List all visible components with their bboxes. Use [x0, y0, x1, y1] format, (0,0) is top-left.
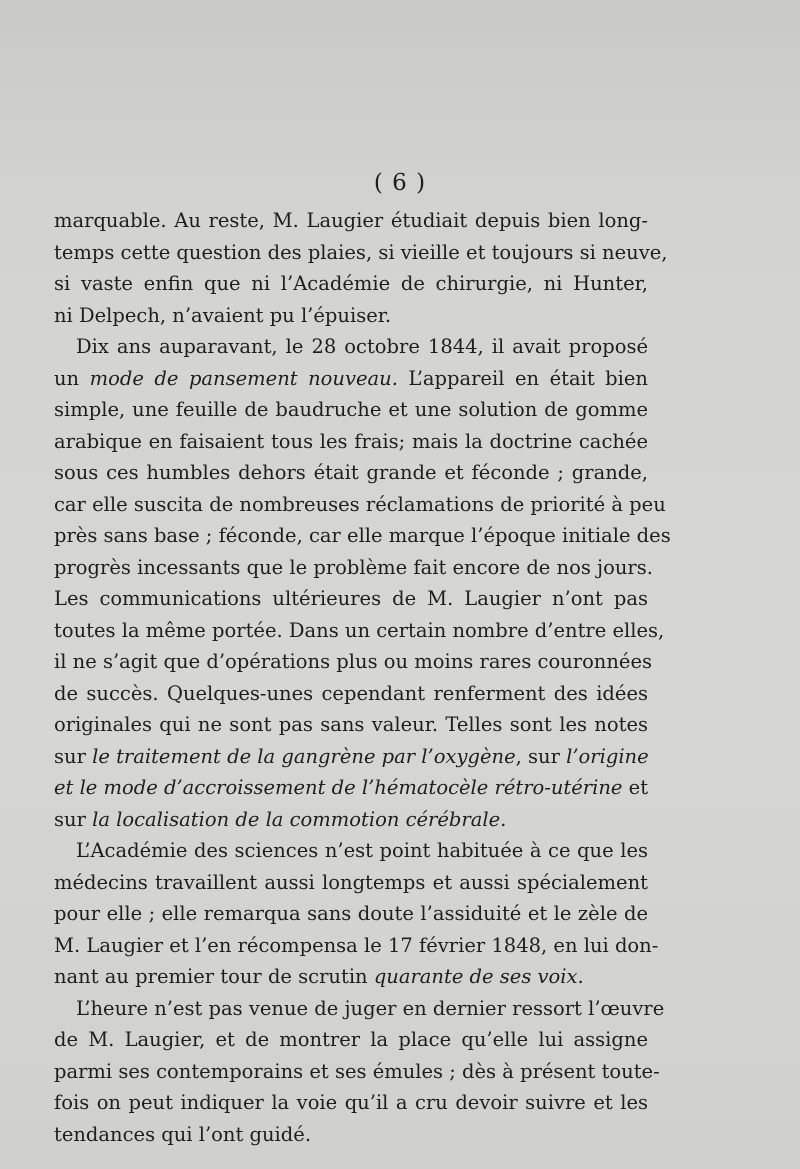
text-line — [54, 583, 648, 615]
italic-text: le traitement de la gangrène par l’oxygène — [92, 744, 516, 768]
text-segment: de M. Laugier, et de montrer la place qu’elle lui assigne — [54, 1028, 648, 1051]
text-segment: L’appareil en était bien — [397, 366, 648, 390]
text-segment: et — [622, 776, 649, 799]
text-segment: originales qui ne sont pas sans valeur. Telles sont les notes — [54, 713, 648, 736]
text-segment: médecins travaillent aussi longtemps et aussi spécialement — [54, 870, 648, 894]
text-line — [54, 615, 665, 647]
text-line — [54, 268, 648, 300]
text-line — [54, 709, 648, 741]
text-segment: près sans base ; féconde, car elle marque l’époque initiale des — [54, 524, 671, 547]
text-segment: Les communications ultérieures de M. Laugier n’ont pas — [54, 587, 648, 610]
text-segment: marquable. Au reste, M. Laugier étudiait depuis bien long- — [54, 209, 648, 232]
text-line — [54, 741, 648, 773]
text-segment: ni Delpech, n’avaient pu l’épuiser. — [54, 303, 392, 327]
text-line — [54, 930, 659, 962]
text-line — [54, 489, 666, 521]
italic-text: et le mode d’accroissement de l’hématocèle rétro-utérine — [54, 776, 623, 799]
text-line — [54, 363, 648, 395]
page-number: ( 6 ) — [373, 170, 427, 196]
italic-text: l’origine — [566, 744, 649, 768]
text-segment: pour elle ; elle remarqua sans doute l’assiduité et le zèle de — [54, 902, 648, 925]
italic-text: mode de pansement nouveau. — [89, 366, 398, 390]
text-segment: tendances qui l’ont guidé. — [54, 1122, 312, 1146]
text-segment: , sur — [515, 744, 567, 768]
text-line — [54, 678, 648, 710]
text-line — [54, 1056, 660, 1088]
text-line — [54, 394, 648, 426]
text-segment: si vaste enfin que ni l’Académie de chirurgie, ni Hunter, — [54, 272, 648, 295]
text-line — [54, 772, 648, 804]
text-line — [54, 993, 665, 1025]
text-segment: toutes la même portée. Dans un certain nombre d’entre elles, — [54, 618, 665, 642]
text-segment: fois on peut indiquer la voie qu’il a cru devoir suivre et les — [54, 1091, 648, 1114]
text-segment: L’Académie des sciences n’est point habituée à ce que les — [76, 839, 648, 862]
text-segment: un — [54, 366, 90, 390]
text-line — [54, 835, 648, 867]
text-segment: arabique en faisaient tous les frais; mais la doctrine cachée — [54, 429, 648, 453]
text-line — [54, 520, 671, 552]
text-line — [54, 205, 648, 237]
text-segment: sous ces humbles dehors était grande et féconde ; grande, — [54, 461, 648, 484]
text-segment: temps cette question des plaies, si vieille et toujours si neuve, — [54, 240, 668, 264]
text-segment: il ne s’agit que d’opérations plus ou moins rares couronnées — [54, 650, 653, 673]
text-line — [54, 457, 648, 489]
body-text — [54, 205, 671, 1150]
text-segment: car elle suscita de nombreuses réclamations de priorité à peu — [54, 492, 666, 516]
text-segment: nant au premier tour de scrutin — [54, 965, 374, 988]
text-segment: Dix ans auparavant, le 28 octobre 1844, il avait proposé — [76, 335, 648, 358]
text-segment: progrès incessants que le problème fait encore de nos jours. — [54, 555, 653, 579]
text-line — [54, 237, 668, 269]
text-line — [54, 867, 648, 899]
text-line — [54, 961, 648, 993]
text-line — [54, 331, 648, 363]
text-line — [54, 898, 648, 930]
italic-text: quarante de ses voix. — [373, 965, 584, 988]
text-line — [54, 1024, 648, 1056]
text-segment: sur — [54, 744, 93, 768]
text-line — [54, 300, 648, 332]
text-line — [54, 1119, 648, 1151]
text-segment: parmi ses contemporains et ses émules ; dès à présent toute- — [54, 1059, 660, 1083]
text-segment: L’heure n’est pas venue de juger en dernier ressort l’œuvre — [76, 996, 665, 1020]
text-line — [54, 1087, 648, 1119]
text-segment: de succès. Quelques-unes cependant renferment des idées — [54, 681, 648, 705]
text-segment: sur — [54, 807, 93, 831]
text-line — [54, 646, 653, 678]
text-line — [54, 804, 648, 836]
text-line — [54, 426, 648, 458]
italic-text: la localisation de la commotion cérébrale. — [92, 807, 507, 831]
text-segment: M. Laugier et l’en récompensa le 17 février 1848, en lui don- — [54, 933, 659, 957]
text-line — [54, 552, 653, 584]
text-segment: simple, une feuille de baudruche et une solution de gomme — [54, 398, 648, 421]
